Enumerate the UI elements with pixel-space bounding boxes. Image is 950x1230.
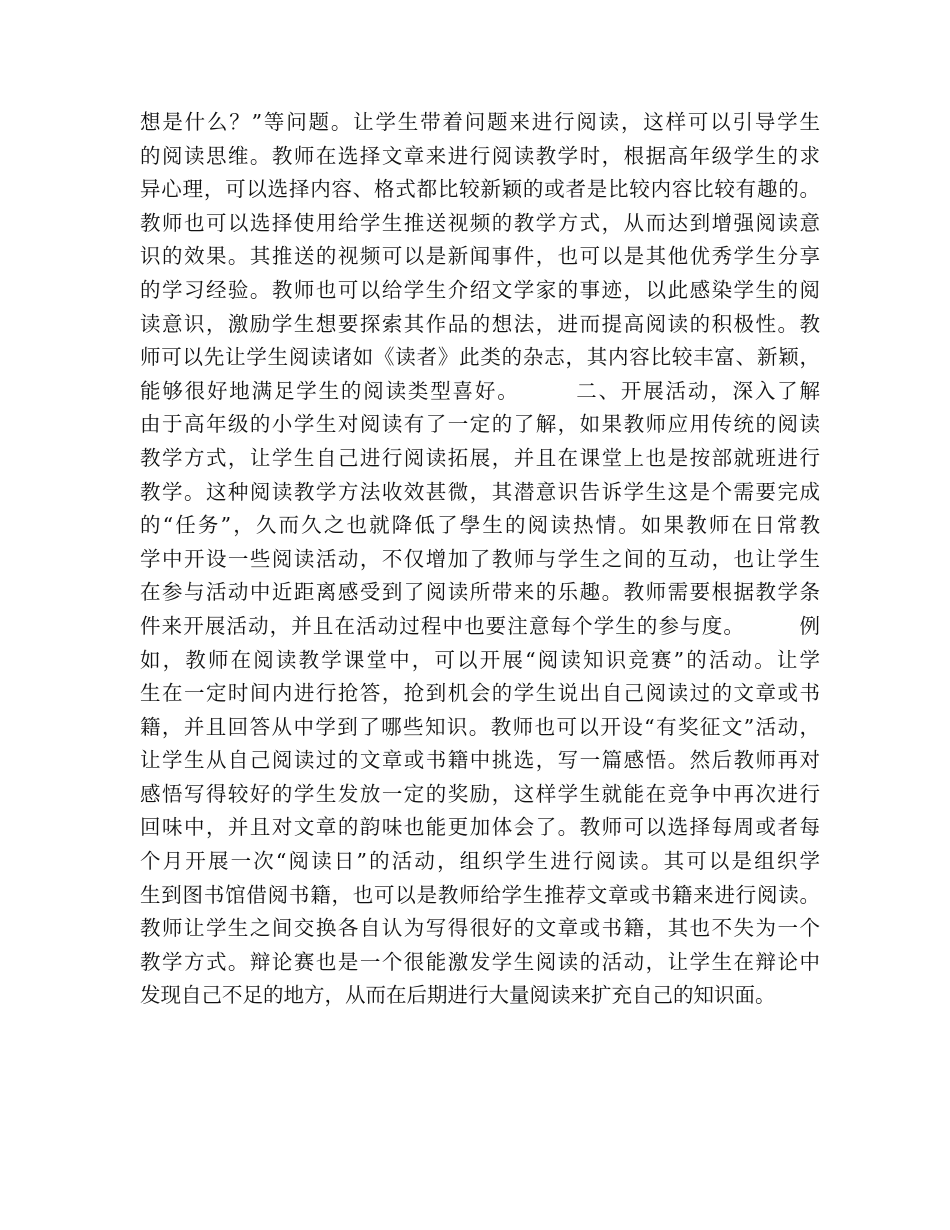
text-line: 在参与活动中近距离感受到了阅读所带来的乐趣。教师需要根据教学条 [140,580,820,605]
text-line: 的阅读思维。教师在选择文章来进行阅读教学时，根据高年级学生的求 [140,143,820,168]
text-line: 感悟写得较好的学生发放一定的奖励，这样学生就能在竞争中再次进行 [140,781,820,806]
text-line: 教师让学生之间交换各自认为写得很好的文章或书籍，其也不失为一个 [140,916,820,941]
text-line: 的“任务”，久而久之也就降低了學生的阅读热情。如果教师在日常教 [140,513,820,538]
body-text [140,106,820,1013]
text-line: 生在一定时间内进行抢答，抢到机会的学生说出自己阅读过的文章或书 [140,681,820,706]
text-line: 回味中，并且对文章的韵味也能更加体会了。教师可以选择每周或者每 [140,815,820,840]
text-line: 如，教师在阅读教学课堂中，可以开展“阅读知识竞赛”的活动。让学 [140,647,820,672]
text-line: 想是什么？”等问题。让学生带着问题来进行阅读，这样可以引导学生 [140,110,820,134]
text-line: 生到图书馆借阅书籍，也可以是教师给学生推荐文章或书籍来进行阅读。 [140,882,820,907]
text-line: 的学习经验。教师也可以给学生介绍文学家的事迹，以此感染学生的阅 [140,277,820,302]
text-line: 师可以先让学生阅读诸如《读者》此类的杂志，其内容比较丰富、新颖， [140,345,820,370]
text-line: 异心理，可以选择内容、格式都比较新颖的或者是比较内容比较有趣的。 [140,177,820,202]
text-line: 教学方式。辩论赛也是一个很能激发学生阅读的活动，让学生在辩论中 [140,949,820,974]
text-line: 能够很好地满足学生的阅读类型喜好。 二、开展活动，深入了解 [140,378,820,403]
text-line: 教学。这种阅读教学方法收效甚微，其潜意识告诉学生这是个需要完成 [140,479,820,504]
text-line: 由于高年级的小学生对阅读有了一定的了解，如果教师应用传统的阅读 [140,412,820,437]
text-line: 教师也可以选择使用给学生推送视频的教学方式，从而达到增强阅读意 [140,210,820,235]
text-line: 教学方式，让学生自己进行阅读拓展，并且在课堂上也是按部就班进行 [140,445,820,470]
text-line: 籍，并且回答从中学到了哪些知识。教师也可以开设“有奖征文”活动， [140,714,820,739]
text-line: 个月开展一次“阅读日”的活动，组织学生进行阅读。其可以是组织学 [140,849,820,874]
text-line: 学中开设一些阅读活动，不仅增加了教师与学生之间的互动，也让学生 [140,546,820,571]
text-line: 发现自己不足的地方，从而在后期进行大量阅读来扩充自己的知识面。 [140,983,776,1008]
text-line: 识的效果。其推送的视频可以是新闻事件，也可以是其他优秀学生分享 [140,244,820,269]
text-line: 件来开展活动，并且在活动过程中也要注意每个学生的参与度。 例 [140,613,820,638]
text-line: 读意识，激励学生想要探索其作品的想法，进而提高阅读的积极性。教 [140,311,820,336]
text-line: 让学生从自己阅读过的文章或书籍中挑选，写一篇感悟。然后教师再对 [140,748,820,773]
